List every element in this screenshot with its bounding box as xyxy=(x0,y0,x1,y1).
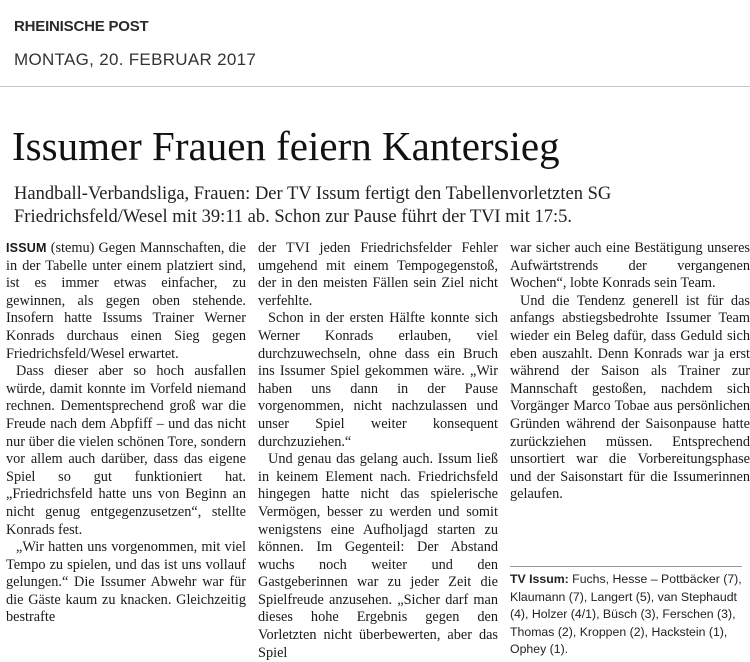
article-paragraph: Dass dieser aber so hoch ausfallen würde, damit konnte im Vorfeld niemand rechnen. Dementsprechend groß war die Freude nach dem Abpfiff – und das nicht nur über die vielen schönen Tore, sondern vor allem auch darüber, dass das eigene Spiel so gut funktioniert hat. „Friedrichsfeld hatte uns von Beginn an nicht genug entgegenzusetzen“, stellte Konrads fest. xyxy=(6,363,246,538)
lineup-players: Fuchs, Hesse – Pottbäcker (7), Klaumann (7), Langert (5), van Stephaudt (4), Holzer (4/1), Büsch (3), Ferschen (3), Thomas (2), Kroppen (2), Hackstein (1), Ophey (1). xyxy=(510,572,742,657)
article-column-1 xyxy=(6,240,246,627)
article-column-2 xyxy=(258,240,498,662)
article-subheadline: Handball-Verbandsliga, Frauen: Der TV Issum fertigt den Tabellenvorletzten SG Friedrichsfeld/Wesel mit 39:11 ab. Schon zur Pause führt der TVI mit 17:5. xyxy=(14,184,612,227)
article-dateline: ISSUM xyxy=(6,241,47,255)
issue-date: MONTAG, 20. FEBRUAR 2017 xyxy=(14,50,257,69)
article-headline: Issumer Frauen feiern Kantersieg xyxy=(12,123,560,169)
lineup-label: TV Issum: xyxy=(510,572,569,586)
article-paragraph: Schon in der ersten Hälfte konnte sich Werner Konrads erlauben, viel durchzuwechseln, ohne dass ein Bruch ins Issumer Spiel gekommen wäre. „Wir haben uns dann in der Pause vorgenommen, nicht nachzulassen und unser Spiel weiter konsequent durchzuziehen.“ xyxy=(258,310,498,450)
publication-name: RHEINISCHE POST xyxy=(14,18,149,35)
article-column-3 xyxy=(510,240,750,504)
article-paragraph: ISSUM (stemu) Gegen Mannschaften, die in der Tabelle unter einem platziert sind, ist es immer etwas einfacher, zu gewinnen, als gegen oben stehende. Insofern hatte Issums Trainer Werner Konrads durchaus einen Sieg gegen Friedrichsfeld/Wesel erwartet. xyxy=(6,240,246,362)
article-paragraph: Und die Tendenz generell ist für das anfangs abstiegsbedrohte Issumer Team wieder ein Beleg dafür, dass Geduld sich eben auszahlt. Denn Konrads war ja erst während der Saison als Trainer zur Mannschaft gestoßen, nachdem sich Vorgänger Marco Tobae aus persönlichen Gründen während der Saisonpause hatte zurückziehen müssen. Entsprechend unsortiert war die Vorbereitungsphase und der Saisonstart für die Issumerinnen gelaufen. xyxy=(510,292,750,503)
team-lineup-box xyxy=(510,566,742,659)
article-paragraph: war sicher auch eine Bestätigung unseres Aufwärtstrends der vergangenen Wochen“, lobte Konrads sein Team. xyxy=(510,240,750,292)
article-paragraph: der TVI jeden Friedrichsfelder Fehler umgehend mit einem Tempogegenstoß, der in den meisten Fällen sein Ziel nicht verfehlte. xyxy=(258,240,498,309)
article-paragraph: „Wir hatten uns vorgenommen, mit viel Tempo zu spielen, und das ist uns vollauf gelungen.“ Die Issumer Abwehr war für die Gäste kaum zu knacken. Gleichzeitig bestrafte xyxy=(6,539,246,626)
article-paragraph: Und genau das gelang auch. Issum ließ in keinem Element nach. Friedrichsfeld hingegen hatte nicht das spielerische Vermögen, besser zu werden und somit wenigstens eine Aufholjagd starten zu können. Im Gegenteil: Der Abstand wuchs noch weiter und den Gastgeberinnen war zu jeder Zeit die Spielfreude anzusehen. „Sicher darf man dieses hohe Ergebnis gegen den Vorletzten nicht überbewerten, aber das Spiel xyxy=(258,451,498,661)
header-divider xyxy=(0,86,750,87)
